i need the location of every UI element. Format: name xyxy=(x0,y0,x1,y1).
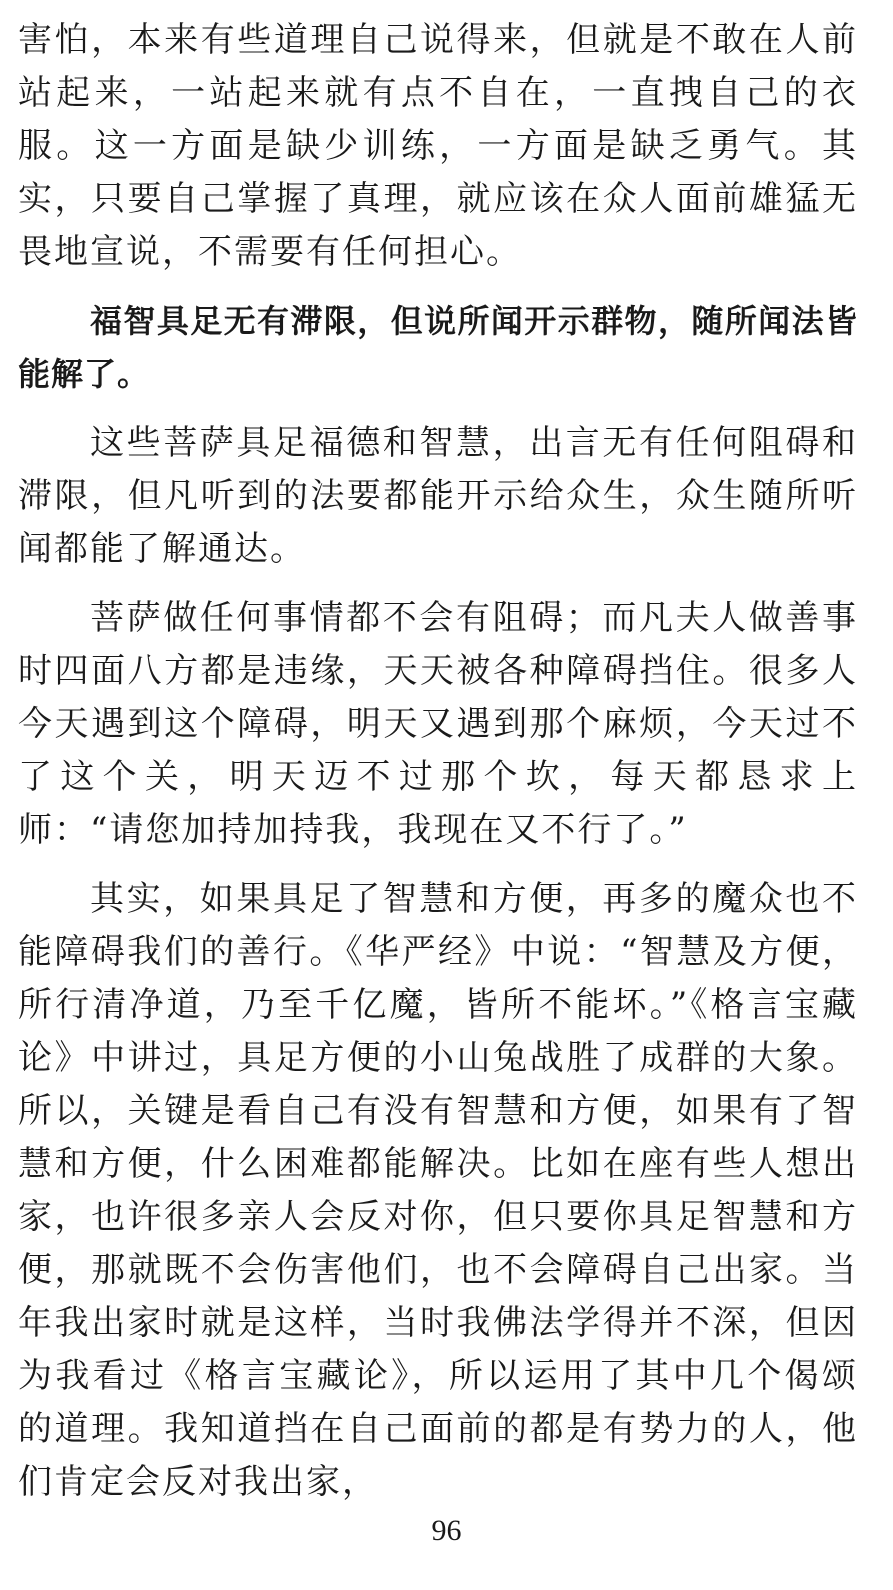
paragraph-commentary-3: 其实，如果具足了智慧和方便，再多的魔众也不能障碍我们的善行。《华严经》中说：“智慧及方便，所行清净道，乃至千亿魔，皆所不能坏。”《格言宝藏论》中讲过，具足方便的小山兔战胜了成群的大象。所以，关键是看自己有没有智慧和方便，如果有了智慧和方便，什么困难都能解决。比如在座有些人想出家，也许很多亲人会反对你，但只要你具足智慧和方便，那就既不会伤害他们，也不会障碍自己出家。当年我出家时就是这样，当时我佛法学得并不深，但因为我看过《格言宝藏论》，所以运用了其中几个偈颂的道理。我知道挡在自己面前的都是有势力的人，他们肯定会反对我出家， xyxy=(18,879,858,1502)
paragraph-commentary-2: 菩萨做任何事情都不会有阻碍；而凡夫人做善事时四面八方都是违缘，天天被各种障碍挡住。很多人今天遇到这个障碍，明天又遇到那个麻烦，今天过不了这个关，明天迈不过那个坎，每天都恳求上师：“请您加持加持我，我现在又不行了。” xyxy=(18,598,858,850)
paragraph-commentary-1: 这些菩萨具足福德和智慧，出言无有任何阻碍和滞限，但凡听到的法要都能开示给众生，众生随所听闻都能了解通达。 xyxy=(18,423,858,569)
paragraph-continued: 害怕，本来有些道理自己说得来，但就是不敢在人前站起来，一站起来就有点不自在，一直拽自己的衣服。这一方面是缺少训练，一方面是缺乏勇气。其实，只要自己掌握了真理，就应该在众人面前雄猛无畏地宣说，不需要有任何担心。 xyxy=(18,20,858,272)
verse-quote: 福智具足无有滞限，但说所闻开示群物，随所闻法皆能解了。 xyxy=(18,302,858,393)
page-body xyxy=(18,14,858,1525)
page-number: 96 xyxy=(431,1514,462,1547)
